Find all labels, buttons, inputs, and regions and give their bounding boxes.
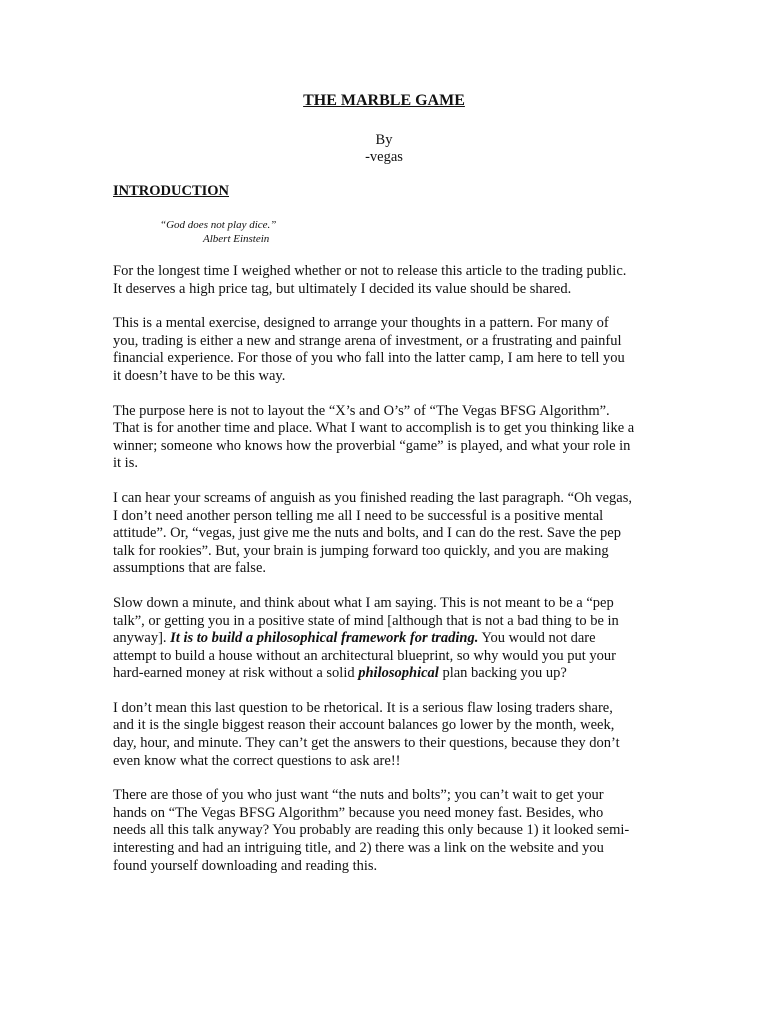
epigraph-quote: “God does not play dice.” (160, 219, 277, 231)
document-title: THE MARBLE GAME (303, 92, 465, 109)
text-line (113, 665, 658, 683)
text-line (113, 630, 658, 648)
text-line: There are those of you who just want “the nuts and bolts”; you can’t wait to get your (113, 787, 604, 804)
emphasized-text: philosophical (358, 665, 439, 682)
paragraph (113, 700, 658, 770)
text-line: it doesn’t have to be this way. (113, 367, 286, 384)
text-line: you, trading is either a new and strange arena of investment, or a frustrating and painful (113, 332, 622, 349)
text-line: I don’t need another person telling me all I need to be successful is a positive mental (113, 507, 604, 524)
epigraph-attribution: Albert Einstein (203, 233, 270, 245)
text-line: found yourself downloading and reading this. (113, 857, 378, 874)
by-label: By (375, 132, 393, 148)
epigraph (160, 218, 276, 246)
paragraph (113, 595, 658, 683)
text-line: I don’t mean this last question to be rhetorical. It is a serious flaw losing traders share, (113, 699, 613, 716)
text-line: For the longest time I weighed whether or not to release this article to the trading public. (113, 263, 627, 279)
text-segment: anyway]. (113, 630, 171, 647)
section-heading-introduction: INTRODUCTION (113, 183, 230, 199)
paragraph (113, 787, 658, 875)
paragraph (113, 263, 658, 298)
paragraph (113, 490, 658, 578)
text-line: day, hour, and minute. They can’t get the answers to their questions, because they don’t (113, 735, 620, 752)
author-name: -vegas (365, 149, 403, 165)
text-line: and it is the single biggest reason their account balances go lower by the month, week, (113, 717, 615, 734)
text-segment: You would not dare (478, 630, 596, 647)
paragraph (113, 315, 658, 385)
text-line: talk”, or getting you in a positive state of mind [although that is not a bad thing to be in (113, 612, 619, 629)
text-line: attitude”. Or, “vegas, just give me the nuts and bolts, and I can do the rest. Save the pep (113, 525, 621, 542)
text-line: even know what the correct questions to ask are!! (113, 752, 401, 769)
byline (0, 132, 768, 166)
text-line: I can hear your screams of anguish as you finished reading the last paragraph. “Oh vegas, (113, 489, 632, 506)
text-line: winner; someone who knows how the proverbial “game” is played, and what your role in (113, 437, 631, 454)
text-line: hands on “The Vegas BFSG Algorithm” because you need money fast. Besides, who (113, 804, 604, 821)
text-line: needs all this talk anyway? You probably are reading this only because 1) it looked semi- (113, 822, 630, 839)
text-line: The purpose here is not to layout the “X’s and O’s” of “The Vegas BFSG Algorithm”. (113, 402, 610, 419)
text-line: talk for rookies”. But, your brain is jumping forward too quickly, and you are making (113, 542, 609, 559)
document-body (113, 263, 658, 892)
text-line: Slow down a minute, and think about what I am saying. This is not meant to be a “pep (113, 594, 614, 611)
text-segment: hard-earned money at risk without a solid (113, 665, 359, 682)
text-line: financial experience. For those of you who fall into the latter camp, I am here to tell you (113, 350, 625, 367)
text-line: That is for another time and place. What I want to accomplish is to get you thinking like a (113, 420, 635, 437)
text-line: This is a mental exercise, designed to arrange your thoughts in a pattern. For many of (113, 315, 609, 332)
text-line: attempt to build a house without an architectural blueprint, so why would you put your (113, 647, 616, 664)
paragraph (113, 403, 658, 473)
emphasized-text: It is to build a philosophical framework for trading. (170, 630, 479, 647)
text-line: it is. (113, 455, 138, 472)
text-segment: plan backing you up? (438, 665, 567, 682)
text-line: It deserves a high price tag, but ultimately I decided its value should be shared. (113, 280, 572, 297)
text-line: interesting and had an intriguing title, and 2) there was a link on the website and you (113, 840, 604, 857)
text-line: assumptions that are false. (113, 560, 267, 577)
